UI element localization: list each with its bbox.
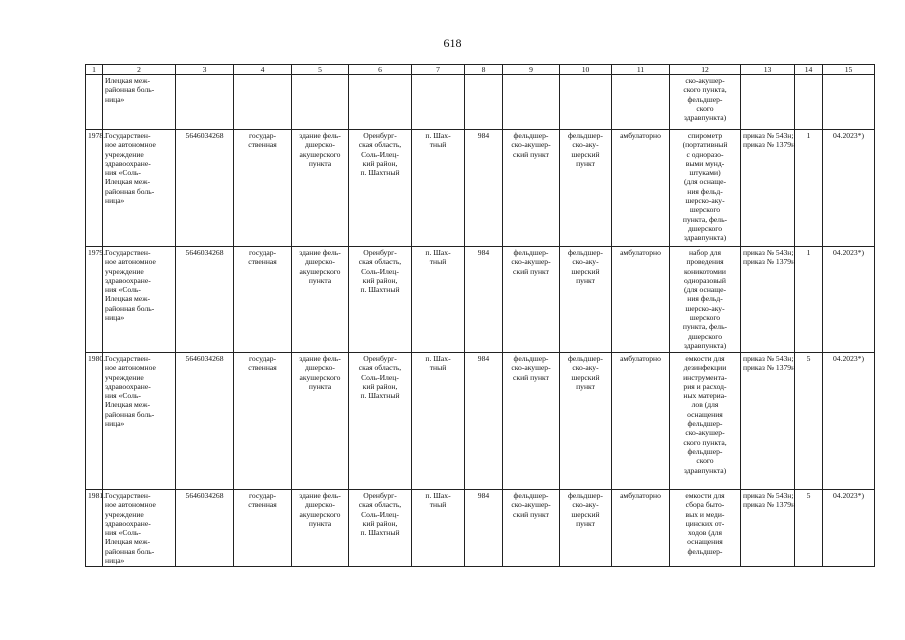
text-line: пункт bbox=[576, 518, 595, 528]
empty-cell bbox=[823, 75, 875, 130]
text-line: ственная bbox=[248, 257, 277, 267]
empty-cell bbox=[503, 75, 560, 130]
unit-type-cell bbox=[503, 353, 560, 490]
text-line: государ- bbox=[248, 248, 277, 257]
date-cell: 04.2023*) bbox=[823, 490, 875, 567]
text-line: ния «Соль- bbox=[105, 528, 141, 538]
text-line: пункта bbox=[308, 518, 332, 528]
text-line: фельдшер- bbox=[687, 94, 723, 104]
text-line: приказ № 1379н bbox=[743, 140, 796, 150]
empty-cell bbox=[612, 75, 670, 130]
text-line: дшерско- bbox=[305, 257, 335, 267]
equipment-cell bbox=[670, 490, 741, 567]
unit-name-cell bbox=[560, 247, 612, 353]
text-line: ская область, bbox=[358, 140, 402, 150]
text-line: ский пункт bbox=[513, 266, 549, 276]
unit-type-cell bbox=[503, 247, 560, 353]
header-cell: 9 bbox=[503, 65, 560, 75]
text-line: одноразовый bbox=[684, 275, 726, 285]
text-line: кий район, bbox=[362, 381, 398, 391]
organization-cell bbox=[103, 247, 176, 353]
unit-type-cell bbox=[503, 490, 560, 567]
text-line: Государствен- bbox=[105, 354, 151, 363]
text-line: тный bbox=[429, 500, 447, 510]
text-line: кий район, bbox=[362, 158, 398, 168]
text-line: шерский bbox=[571, 509, 600, 519]
text-line: ско-акушер- bbox=[511, 140, 551, 150]
locality-cell bbox=[412, 490, 465, 567]
text-line: ского bbox=[696, 456, 714, 466]
address-cell bbox=[349, 247, 412, 353]
equipment-cell bbox=[670, 75, 741, 130]
text-line: п. Шахтный bbox=[360, 391, 400, 401]
text-line: емкости для bbox=[685, 491, 725, 500]
text-line: приказ № 543н; bbox=[743, 131, 794, 140]
text-line: Соль-Илец- bbox=[361, 372, 399, 382]
organization-cell bbox=[103, 490, 176, 567]
text-line: здание фель- bbox=[299, 354, 341, 363]
header-cell: 3 bbox=[176, 65, 234, 75]
text-line: пункта bbox=[308, 158, 332, 168]
text-line: ский пункт bbox=[513, 509, 549, 519]
text-line: учреждение bbox=[105, 266, 144, 276]
care-type-cell: амбулаторно bbox=[612, 353, 670, 490]
text-line: здравпункта) bbox=[683, 465, 727, 475]
quantity-cell: 1 bbox=[795, 130, 823, 247]
text-line: здание фель- bbox=[299, 131, 341, 140]
text-line: учреждение bbox=[105, 372, 144, 382]
text-line: набор для bbox=[689, 248, 721, 257]
text-line: ская область, bbox=[358, 363, 402, 373]
header-cell: 7 bbox=[412, 65, 465, 75]
text-line: ско-аку- bbox=[572, 500, 599, 510]
ownership-cell bbox=[234, 130, 292, 247]
text-line: ния фельд- bbox=[687, 186, 723, 196]
text-line: кий район, bbox=[362, 518, 398, 528]
text-line: ница» bbox=[105, 556, 125, 566]
text-line: приказ № 543н; bbox=[743, 248, 794, 257]
text-line: тный bbox=[429, 140, 447, 150]
header-cell: 4 bbox=[234, 65, 292, 75]
organization-cell bbox=[103, 353, 176, 490]
code-cell: 984 bbox=[465, 130, 503, 247]
text-line: тный bbox=[429, 257, 447, 267]
text-line: фельдшер- bbox=[568, 248, 603, 257]
empty-cell bbox=[234, 75, 292, 130]
continuation-row bbox=[86, 75, 875, 130]
text-line: выми мунд- bbox=[685, 158, 725, 168]
text-line: ско-акушер- bbox=[511, 500, 551, 510]
text-line: с одноразо- bbox=[686, 149, 724, 159]
text-line: Соль-Илец- bbox=[361, 509, 399, 519]
text-line: п. Шах- bbox=[425, 131, 451, 140]
text-line: шерско-аку- bbox=[685, 303, 725, 313]
text-line: ния «Соль- bbox=[105, 168, 141, 178]
text-line: здание фель- bbox=[299, 491, 341, 500]
text-line: коникотомии bbox=[683, 266, 727, 276]
header-cell: 1 bbox=[86, 65, 103, 75]
building-cell bbox=[292, 353, 349, 490]
header-cell: 15 bbox=[823, 65, 875, 75]
text-line: емкости для bbox=[685, 354, 725, 363]
text-line: дшерского bbox=[687, 223, 723, 233]
text-line: пункта, фель- bbox=[682, 322, 728, 332]
text-line: здравпункта) bbox=[683, 233, 727, 243]
text-line: кий район, bbox=[362, 275, 398, 285]
unit-name-cell bbox=[560, 353, 612, 490]
text-line: п. Шах- bbox=[425, 354, 451, 363]
table-row bbox=[86, 490, 875, 567]
text-line: приказ № 543н; bbox=[743, 491, 794, 500]
text-line: ского пункта, bbox=[683, 85, 727, 95]
text-line: проведения bbox=[686, 257, 724, 267]
text-line: Илецкая меж- bbox=[105, 76, 150, 85]
text-line: пункта bbox=[308, 381, 332, 391]
header-cell: 13 bbox=[741, 65, 795, 75]
text-line: приказ № 543н; bbox=[743, 354, 794, 363]
equipment-cell bbox=[670, 247, 741, 353]
header-cell: 8 bbox=[465, 65, 503, 75]
inn-cell: 5646034268 bbox=[176, 353, 234, 490]
text-line: ния «Соль- bbox=[105, 391, 141, 401]
text-line: дшерско- bbox=[305, 363, 335, 373]
text-line: Государствен- bbox=[105, 248, 151, 257]
text-line: ственная bbox=[248, 500, 277, 510]
text-line: ский пункт bbox=[513, 149, 549, 159]
text-line: шерский bbox=[571, 149, 600, 159]
text-line: фельдшер- bbox=[687, 546, 723, 556]
text-line: ско-акушер- bbox=[511, 363, 551, 373]
header-row bbox=[86, 65, 875, 75]
text-line: ния фельд- bbox=[687, 294, 723, 304]
text-line: здравпункта) bbox=[683, 113, 727, 123]
text-line: Оренбург- bbox=[363, 131, 397, 140]
row-number-cell: 1978. bbox=[86, 130, 103, 247]
text-line: шерский bbox=[571, 266, 600, 276]
ownership-cell bbox=[234, 247, 292, 353]
text-line: ская область, bbox=[358, 500, 402, 510]
text-line: ница» bbox=[105, 94, 125, 104]
order-cell bbox=[741, 490, 795, 567]
quantity-cell: 5 bbox=[795, 490, 823, 567]
table-row bbox=[86, 353, 875, 490]
text-line: ное автономное bbox=[105, 500, 156, 510]
text-line: ского пункта, bbox=[683, 437, 727, 447]
text-line: фельдшер- bbox=[513, 131, 549, 140]
date-cell: 04.2023*) bbox=[823, 130, 875, 247]
text-line: ное автономное bbox=[105, 363, 156, 373]
text-line: тный bbox=[429, 363, 447, 373]
text-line: цинских от- bbox=[685, 518, 725, 528]
text-line: шерский bbox=[571, 372, 600, 382]
text-line: шерского bbox=[689, 205, 721, 215]
text-line: Илецкая меж- bbox=[105, 294, 150, 304]
text-line: приказ № 1379н bbox=[743, 500, 796, 510]
row-number-cell bbox=[86, 75, 103, 130]
address-cell bbox=[349, 490, 412, 567]
text-line: ственная bbox=[248, 363, 277, 373]
text-line: районная боль- bbox=[105, 303, 155, 313]
locality-cell bbox=[412, 130, 465, 247]
header-cell: 5 bbox=[292, 65, 349, 75]
unit-name-cell bbox=[560, 490, 612, 567]
organization-cell bbox=[103, 75, 176, 130]
care-type-cell: амбулаторно bbox=[612, 130, 670, 247]
header-cell: 2 bbox=[103, 65, 176, 75]
text-line: п. Шах- bbox=[425, 491, 451, 500]
empty-cell bbox=[349, 75, 412, 130]
text-line: штуками) bbox=[689, 168, 721, 178]
address-cell bbox=[349, 130, 412, 247]
empty-cell bbox=[465, 75, 503, 130]
text-line: ния «Соль- bbox=[105, 285, 141, 295]
text-line: пункт bbox=[576, 381, 595, 391]
text-line: дшерско- bbox=[305, 140, 335, 150]
text-line: акушерского bbox=[299, 149, 341, 159]
text-line: Илецкая меж- bbox=[105, 537, 150, 547]
equipment-cell bbox=[670, 130, 741, 247]
text-line: вых и меди- bbox=[685, 509, 725, 519]
text-line: ходов (для bbox=[688, 528, 722, 538]
header-cell: 6 bbox=[349, 65, 412, 75]
header-cell: 14 bbox=[795, 65, 823, 75]
empty-cell bbox=[412, 75, 465, 130]
text-line: инструмента- bbox=[683, 372, 727, 382]
text-line: Государствен- bbox=[105, 131, 151, 140]
header-cell: 12 bbox=[670, 65, 741, 75]
header-cell: 10 bbox=[560, 65, 612, 75]
text-line: (для оснаще- bbox=[683, 177, 727, 187]
register-table bbox=[85, 64, 875, 567]
organization-cell bbox=[103, 130, 176, 247]
building-cell bbox=[292, 247, 349, 353]
text-line: фельдшер- bbox=[568, 491, 603, 500]
text-line: фельдшер- bbox=[687, 446, 723, 456]
table-row bbox=[86, 247, 875, 353]
text-line: приказ № 1379н bbox=[743, 363, 796, 373]
text-line: оснащения bbox=[687, 537, 723, 547]
text-line: дезинфекции bbox=[683, 363, 727, 373]
empty-cell bbox=[560, 75, 612, 130]
code-cell: 984 bbox=[465, 490, 503, 567]
text-line: районная боль- bbox=[105, 85, 155, 95]
text-line: ского bbox=[696, 103, 714, 113]
text-line: п. Шах- bbox=[425, 248, 451, 257]
text-line: ская область, bbox=[358, 257, 402, 267]
text-line: ско-аку- bbox=[572, 363, 599, 373]
text-line: районная боль- bbox=[105, 409, 155, 419]
text-line: акушерского bbox=[299, 509, 341, 519]
text-line: государ- bbox=[248, 354, 277, 363]
text-line: шерского bbox=[689, 313, 721, 323]
text-line: государ- bbox=[248, 131, 277, 140]
care-type-cell: амбулаторно bbox=[612, 490, 670, 567]
text-line: п. Шахтный bbox=[360, 168, 400, 178]
text-line: здравоохране- bbox=[105, 518, 151, 528]
text-line: ско-акушер- bbox=[685, 76, 725, 85]
locality-cell bbox=[412, 353, 465, 490]
text-line: ственная bbox=[248, 140, 277, 150]
page-number: 618 bbox=[443, 36, 462, 50]
text-line: оснащения bbox=[687, 409, 723, 419]
text-line: (для оснаще- bbox=[683, 285, 727, 295]
text-line: фельдшер- bbox=[513, 491, 549, 500]
text-line: ное автономное bbox=[105, 257, 156, 267]
building-cell bbox=[292, 130, 349, 247]
table-row bbox=[86, 130, 875, 247]
empty-cell bbox=[176, 75, 234, 130]
text-line: спирометр bbox=[687, 131, 723, 140]
text-line: шерско-аку- bbox=[685, 196, 725, 206]
text-line: районная боль- bbox=[105, 546, 155, 556]
unit-name-cell bbox=[560, 130, 612, 247]
quantity-cell: 1 bbox=[795, 247, 823, 353]
text-line: фельдшер- bbox=[513, 354, 549, 363]
text-line: здравоохране- bbox=[105, 381, 151, 391]
text-line: акушерского bbox=[299, 372, 341, 382]
text-line: п. Шахтный bbox=[360, 285, 400, 295]
date-cell: 04.2023*) bbox=[823, 247, 875, 353]
text-line: акушерского bbox=[299, 266, 341, 276]
text-line: п. Шахтный bbox=[360, 528, 400, 538]
text-line: ско-акушер- bbox=[685, 428, 725, 438]
code-cell: 984 bbox=[465, 353, 503, 490]
code-cell: 984 bbox=[465, 247, 503, 353]
text-line: здравпункта) bbox=[683, 340, 727, 350]
empty-cell bbox=[741, 75, 795, 130]
header-cell: 11 bbox=[612, 65, 670, 75]
text-line: ница» bbox=[105, 419, 125, 429]
text-line: районная боль- bbox=[105, 186, 155, 196]
text-line: приказ № 1379н bbox=[743, 257, 796, 267]
text-line: фельдшер- bbox=[568, 131, 603, 140]
locality-cell bbox=[412, 247, 465, 353]
ownership-cell bbox=[234, 490, 292, 567]
text-line: Оренбург- bbox=[363, 354, 397, 363]
text-line: Илецкая меж- bbox=[105, 177, 150, 187]
text-line: ско-акушер- bbox=[511, 257, 551, 267]
empty-cell bbox=[795, 75, 823, 130]
text-line: ных материа- bbox=[683, 391, 727, 401]
text-line: фельдшер- bbox=[687, 419, 723, 429]
building-cell bbox=[292, 490, 349, 567]
text-line: Илецкая меж- bbox=[105, 400, 150, 410]
order-cell bbox=[741, 353, 795, 490]
unit-type-cell bbox=[503, 130, 560, 247]
row-number-cell: 1981. bbox=[86, 490, 103, 567]
text-line: ное автономное bbox=[105, 140, 156, 150]
text-line: пункта, фель- bbox=[682, 214, 728, 224]
text-line: Государствен- bbox=[105, 491, 151, 500]
inn-cell: 5646034268 bbox=[176, 490, 234, 567]
text-line: здравоохране- bbox=[105, 158, 151, 168]
text-line: дшерско- bbox=[305, 500, 335, 510]
row-number-cell: 1979. bbox=[86, 247, 103, 353]
text-line: лов (для bbox=[691, 400, 719, 410]
text-line: ница» bbox=[105, 313, 125, 323]
care-type-cell: амбулаторно bbox=[612, 247, 670, 353]
text-line: фельдшер- bbox=[568, 354, 603, 363]
text-line: ский пункт bbox=[513, 372, 549, 382]
text-line: ско-аку- bbox=[572, 257, 599, 267]
text-line: Соль-Илец- bbox=[361, 149, 399, 159]
row-number-cell: 1980. bbox=[86, 353, 103, 490]
text-line: фельдшер- bbox=[513, 248, 549, 257]
text-line: Оренбург- bbox=[363, 248, 397, 257]
text-line: пункт bbox=[576, 158, 595, 168]
inn-cell: 5646034268 bbox=[176, 130, 234, 247]
text-line: дшерского bbox=[687, 331, 723, 341]
order-cell bbox=[741, 247, 795, 353]
text-line: ско-аку- bbox=[572, 140, 599, 150]
text-line: пункт bbox=[576, 275, 595, 285]
text-line: учреждение bbox=[105, 509, 144, 519]
text-line: Соль-Илец- bbox=[361, 266, 399, 276]
text-line: пункта bbox=[308, 275, 332, 285]
order-cell bbox=[741, 130, 795, 247]
text-line: учреждение bbox=[105, 149, 144, 159]
address-cell bbox=[349, 353, 412, 490]
text-line: сбора быто- bbox=[685, 500, 725, 510]
text-line: рия и расход- bbox=[683, 381, 727, 391]
date-cell: 04.2023*) bbox=[823, 353, 875, 490]
text-line: ница» bbox=[105, 196, 125, 206]
text-line: (портативный bbox=[682, 140, 728, 150]
equipment-cell bbox=[670, 353, 741, 490]
ownership-cell bbox=[234, 353, 292, 490]
quantity-cell: 5 bbox=[795, 353, 823, 490]
inn-cell: 5646034268 bbox=[176, 247, 234, 353]
text-line: Оренбург- bbox=[363, 491, 397, 500]
empty-cell bbox=[292, 75, 349, 130]
text-line: здание фель- bbox=[299, 248, 341, 257]
text-line: государ- bbox=[248, 491, 277, 500]
text-line: здравоохране- bbox=[105, 275, 151, 285]
